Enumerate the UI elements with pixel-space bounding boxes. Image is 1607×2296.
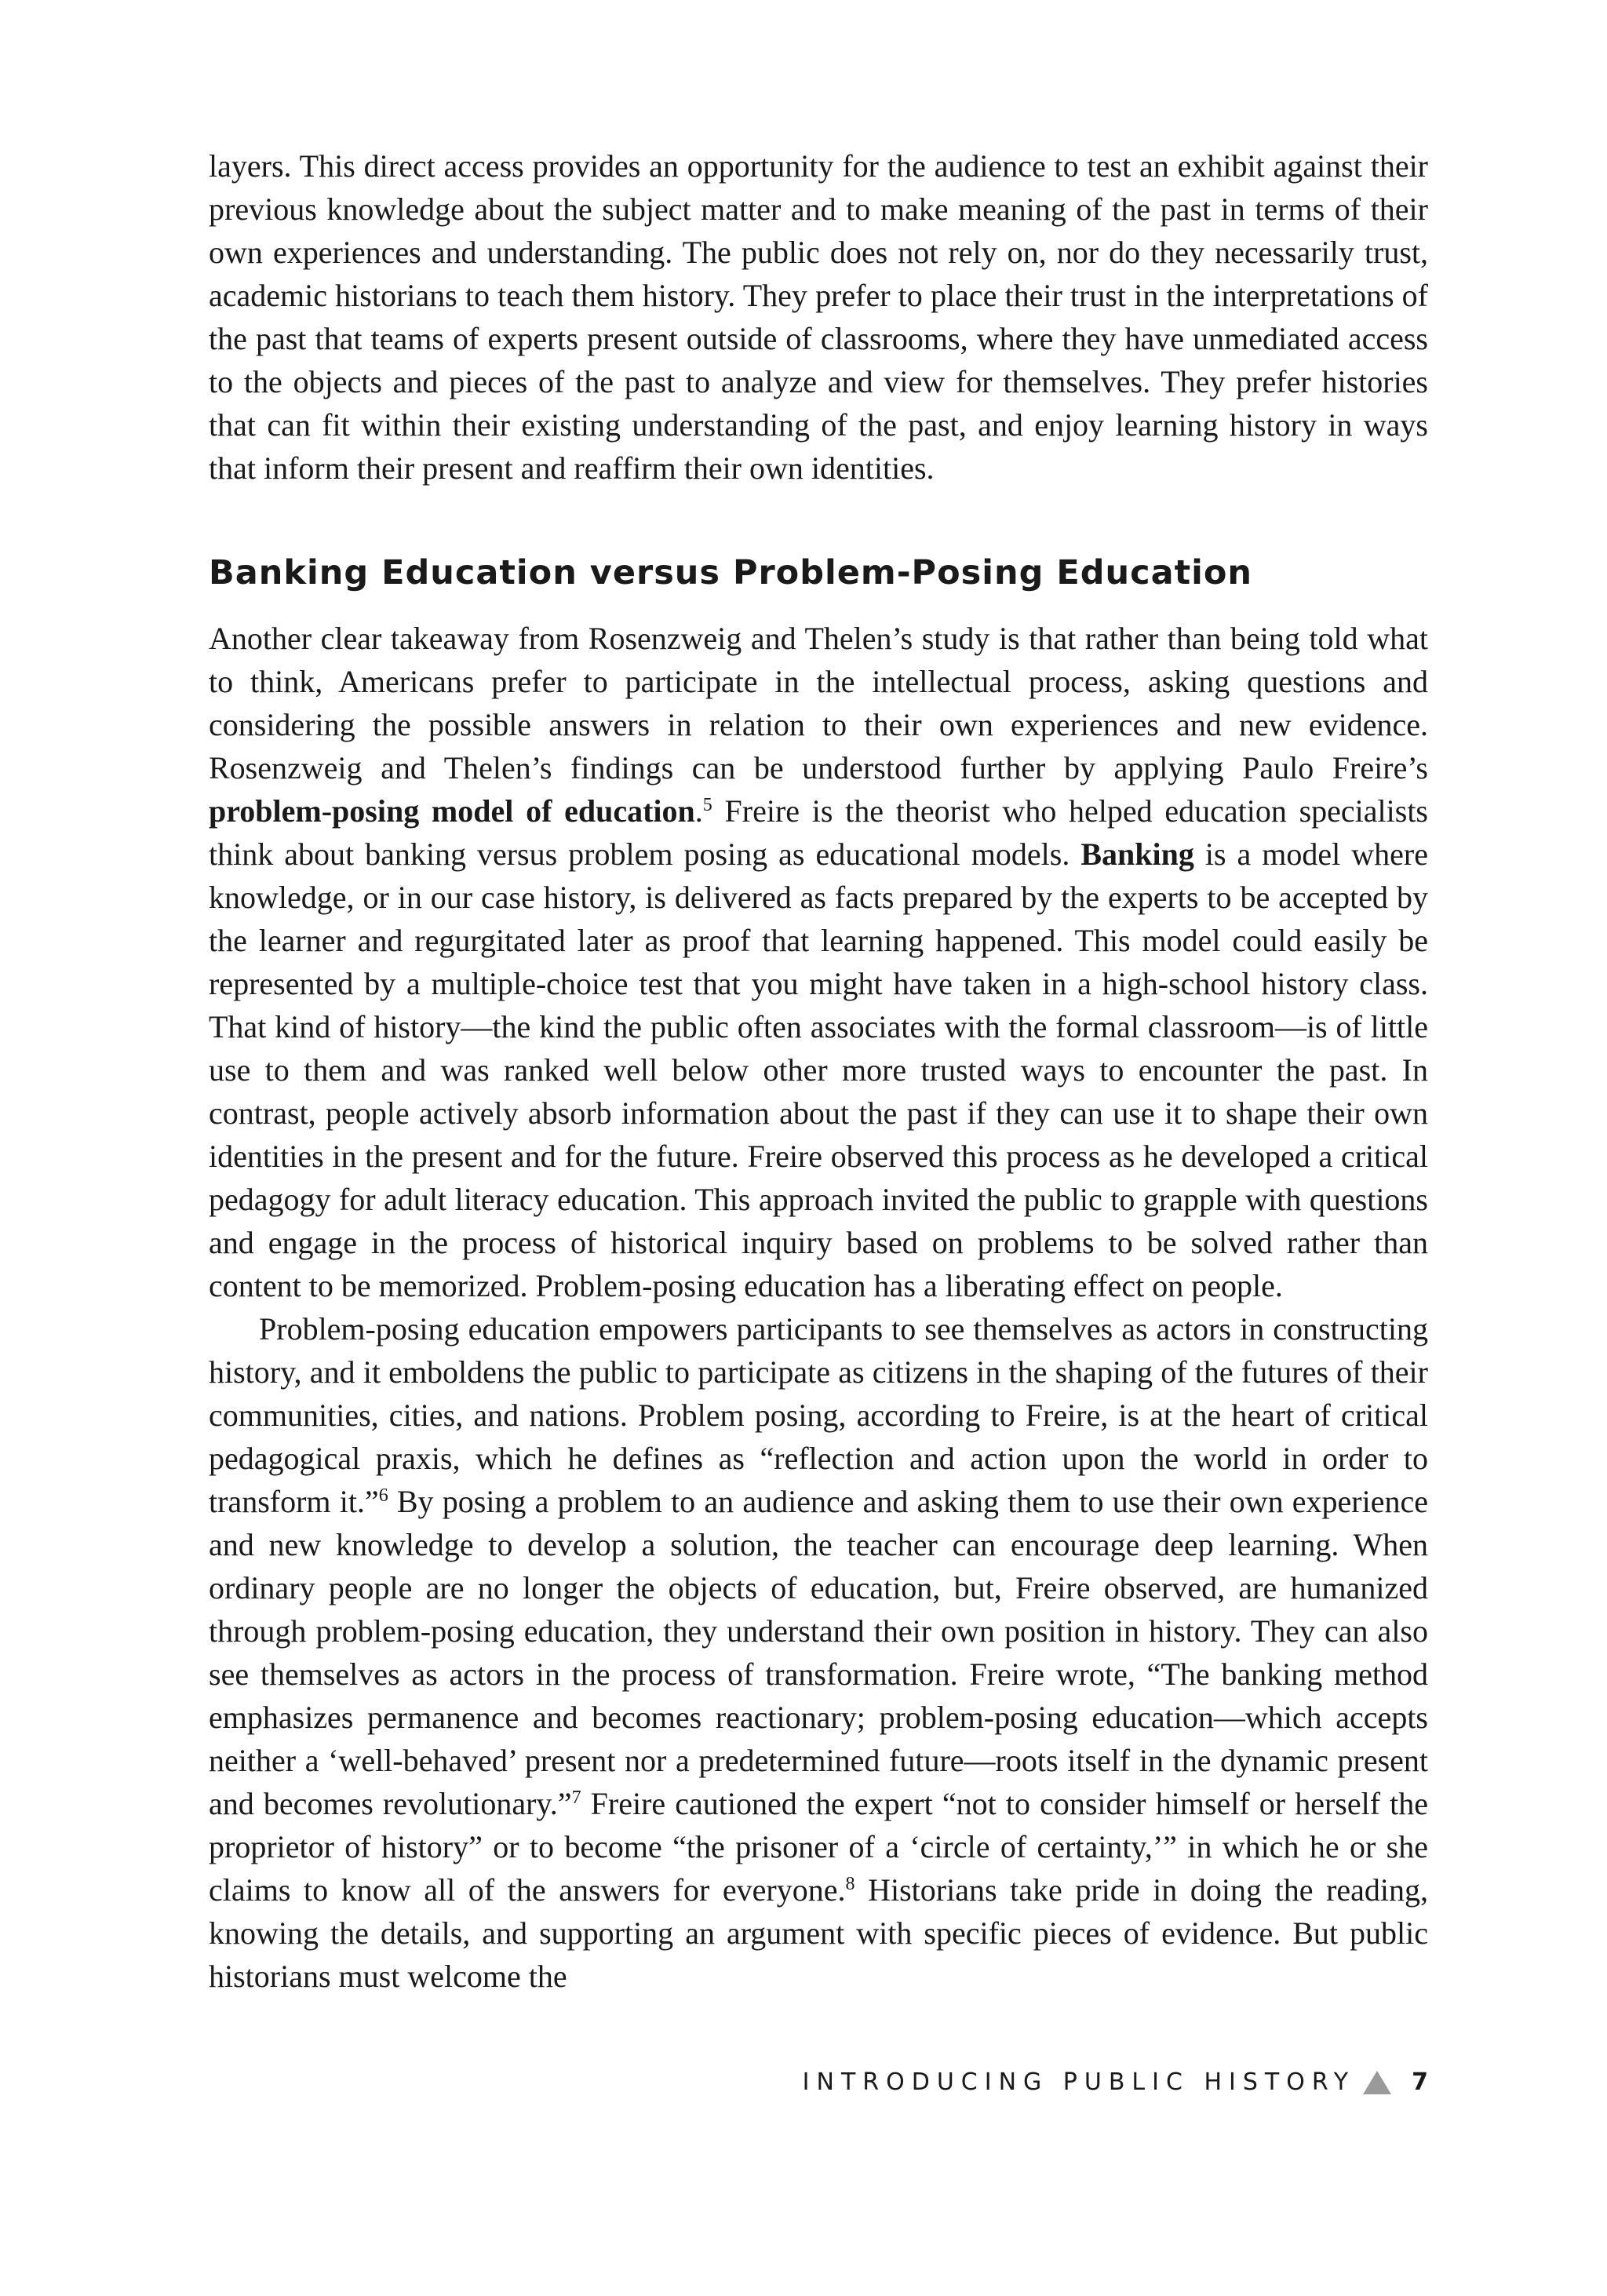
paragraph-problem-posing xyxy=(209,1307,1428,1998)
section-heading: Banking Education versus Problem-Posing Education xyxy=(209,553,1253,592)
footnote-ref-6: 6 xyxy=(378,1485,388,1506)
bold-term-banking: Banking xyxy=(1080,836,1194,872)
footnote-ref-5: 5 xyxy=(702,795,712,815)
footnote-ref-8: 8 xyxy=(845,1874,855,1894)
page-number: 7 xyxy=(1412,2068,1428,2096)
text-run: Freire cautioned the expert “not to consider himself or herself the proprietor of history” or to become “the prisoner of a ‘circle of certainty,’” in which he or she claims to know all of the answers for everyone. xyxy=(209,1786,1429,1908)
triangle-icon xyxy=(1363,2071,1391,2094)
running-head: INTRODUCING PUBLIC HISTORY xyxy=(802,2068,1356,2096)
text-run: Problem-posing education empowers participants to see themselves as actors in constructing history, and it emboldens the public to participate as citizens in the shaping of the futures of their communities, cities, and nations. Problem posing, according to Freire, is at the heart of critical pedagogical praxis, which he defines as “reflection and action upon the world in order to transform it.” xyxy=(209,1311,1428,1519)
text-run: . xyxy=(694,793,703,829)
footnote-ref-7: 7 xyxy=(571,1788,581,1808)
text-run: Another clear takeaway from Rosenzweig and Thelen’s study is that rather than being told what to think, Americans prefer to participate in the intellectual process, asking questions and considering the possible answers in relation to their own experiences and new evidence. Rosenzweig and Thelen’s findings can be understood further by applying Paulo Freire’s xyxy=(209,621,1428,785)
text-run: is a model where knowledge, or in our case history, is delivered as facts prepared by the experts to be accepted by the learner and regurgitated later as proof that learning happened. This model could easily be represented by a multiple-choice test that you might have taken in a high-school history class. That kind of history—the kind the public often associates with the formal classroom—is of little use to them and was ranked well below other more trusted ways to encounter the past. In contrast, people actively absorb information about the past if they can use it to shape their own identities in the present and for the future. Freire observed this process as he developed a critical pedagogy for adult literacy education. This approach invited the public to grapple with questions and engage in the process of historical inquiry based on problems to be solved rather than content to be memorized. Problem-posing education has a liberating effect on people. xyxy=(209,836,1428,1303)
paragraph-continuation: layers. This direct access provides an opportunity for the audience to test an exhibit against their previous knowledge about the subject matter and to make meaning of the past in terms of their own experiences and understanding. The public does not rely on, nor do they necessarily trust, academic historians to teach them history. They prefer to place their trust in the interpretations of the past that teams of experts present outside of classrooms, where they have unmediated access to the objects and pieces of the past to analyze and view for themselves. They prefer histories that can fit within their existing understanding of the past, and enjoy learning history in ways that inform their present and reaffirm their own identities. xyxy=(209,148,1428,486)
text-run: By posing a problem to an audience and asking them to use their own experience and new knowledge to develop a solution, the teacher can encourage deep learning. When ordinary people are no longer the objects of education, but, Freire observed, are humanized through problem-posing education, they understand their own position in history. They can also see themselves as actors in the process of transformation. Freire wrote, “The banking method emphasizes permanence and becomes reactionary; problem-posing education—which accepts neither a ‘well-behaved’ present nor a predetermined future—roots itself in the dynamic present and becomes revolutionary.” xyxy=(209,1484,1428,1821)
page-footer xyxy=(803,2068,1428,2096)
body-text-main xyxy=(209,617,1428,1998)
text-run: Freire is the theorist who helped education specialists think about banking versus problem posing as educational models. xyxy=(209,793,1428,872)
bold-term-problem-posing: problem-posing model of education xyxy=(209,793,695,829)
paragraph-banking xyxy=(209,617,1428,1307)
body-text-top xyxy=(209,144,1428,490)
text-run: Historians take pride in doing the reading, knowing the details, and supporting an argument with specific pieces of evidence. But public historians must welcome the xyxy=(209,1872,1429,1994)
